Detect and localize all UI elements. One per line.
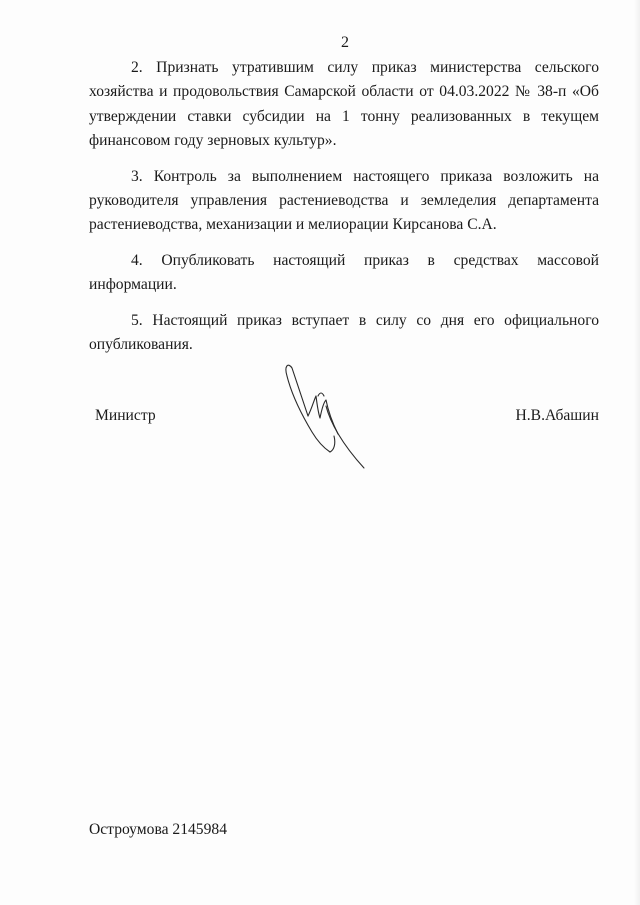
paragraph-4: 4. Опубликовать настоящий приказ в средствах массовой информации. [89,251,599,294]
handwritten-signature-icon [278,356,378,474]
signatory-title: Министр [95,407,156,424]
scan-edge-shadow [634,0,640,905]
paragraph-3: 3. Контроль за выполнением настоящего приказа возложить на руководителя управления растениеводства и земледелия департамента растениеводства, механизации и мелиорации Кирсанова С.А. [89,167,599,234]
page-number: 2 [341,34,349,51]
paragraph-5: 5. Настоящий приказ вступает в силу со дня его официального опубликования. [89,311,599,354]
document-body [89,56,599,368]
paragraph-2: 2. Признать утратившим силу приказ министерства сельского хозяйства и продовольствия Самарской области от 04.03.2022 № 38-п «Об утверждении ставки субсидии на 1 тонну реализованных в текущем финансовом году зерновых культур». [89,59,599,150]
executor-contact: Остроумова 2145984 [89,821,227,838]
signatory-name: Н.В.Абашин [515,407,599,424]
